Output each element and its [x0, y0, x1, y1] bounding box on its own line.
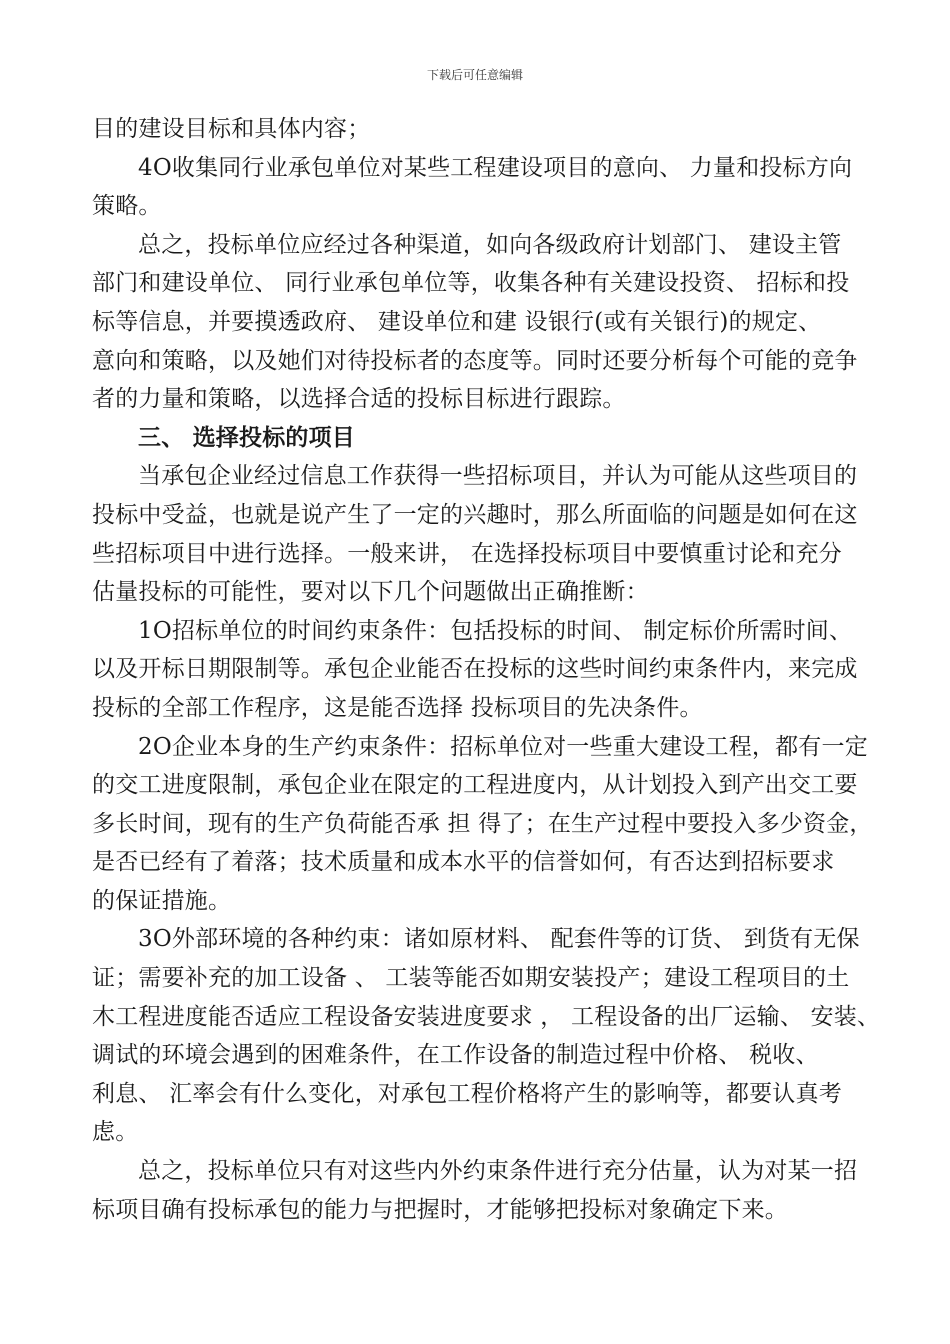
- text-line: 的交工进度限制，承包企业在限定的工程进度内，从计划投入到产出交工要: [92, 772, 858, 799]
- text-line: 是否已经有了着落；技术质量和成本水平的信誉如何，有否达到招标要求: [92, 849, 835, 876]
- text-line: 3O外部环境的各种约束：诸如原材料、 配套件等的订货、 到货有无保: [138, 926, 860, 953]
- text-line: 些招标项目中进行选择。一般来讲， 在选择投标项目中要慎重讨论和充分: [92, 540, 842, 567]
- text-line: 的保证措施。: [92, 887, 232, 914]
- text-line: 估量投标的可能性，要对以下几个问题做出正确推断：: [92, 579, 649, 606]
- text-line: 投标的全部工作程序，这是能否选择 投标项目的先决条件。: [92, 694, 703, 721]
- text-line: 4O收集同行业承包单位对某些工程建设项目的意向、 力量和投标方向: [138, 154, 853, 181]
- text-line: 标项目确有投标承包的能力与把握时，才能够把投标对象确定下来。: [92, 1196, 788, 1223]
- text-line: 目的建设目标和具体内容；: [92, 116, 371, 142]
- text-line: 者的力量和策略，以选择合适的投标目标进行跟踪。: [92, 386, 626, 413]
- text-line: 多长时间，现有的生产负荷能否承 担 得了；在生产过程中要投入多少资金，: [92, 810, 873, 837]
- text-line: 意向和策略，以及她们对待投标者的态度等。同时还要分析每个可能的竞争: [92, 347, 858, 374]
- page-header: 下载后可任意编辑: [426, 68, 523, 82]
- text-line: 以及开标日期限制等。承包企业能否在投标的这些时间约束条件内，来完成: [92, 656, 858, 683]
- text-line: 标等信息，并要摸透政府、 建设单位和建 设银行(或有关银行)的规定、: [92, 308, 822, 335]
- text-line: 利息、 汇率会有什么变化，对承包工程价格将产生的影响等，都要认真考: [92, 1080, 842, 1107]
- document-body: [92, 110, 881, 1229]
- text-line: 当承包企业经过信息工作获得一些招标项目，并认为可能从这些项目的: [138, 463, 858, 490]
- text-line: 证；需要补充的加工设备 、 工装等能否如期安装投产；建设工程项目的土: [92, 965, 850, 992]
- text-line: 木工程进度能否适应工程设备安装进度要求 ， 工程设备的出厂运输、 安装、: [92, 1003, 881, 1030]
- text-line: 部门和建设单位、 同行业承包单位等，收集各种有关建设投资、 招标和投: [92, 270, 850, 297]
- section-heading: 三、 选择投标的项目: [138, 424, 356, 451]
- text-line: 策略。: [92, 193, 162, 220]
- text-line: 2O企业本身的生产约束条件：招标单位对一些重大建设工程，都有一定: [138, 733, 868, 760]
- text-line: 总之，投标单位应经过各种渠道，如向各级政府计划部门、 建设主管: [138, 231, 842, 258]
- text-line: 1O招标单位的时间约束条件：包括投标的时间、 制定标价所需时间、: [138, 617, 853, 644]
- text-line: 虑。: [92, 1119, 139, 1146]
- text-line: 总之，投标单位只有对这些内外约束条件进行充分估量，认为对某一招: [138, 1158, 858, 1185]
- text-line: 调试的环境会遇到的困难条件，在工作设备的制造过程中价格、 税收、: [92, 1042, 819, 1069]
- text-line: 投标中受益，也就是说产生了一定的兴趣时，那么所面临的问题是如何在这: [92, 501, 858, 528]
